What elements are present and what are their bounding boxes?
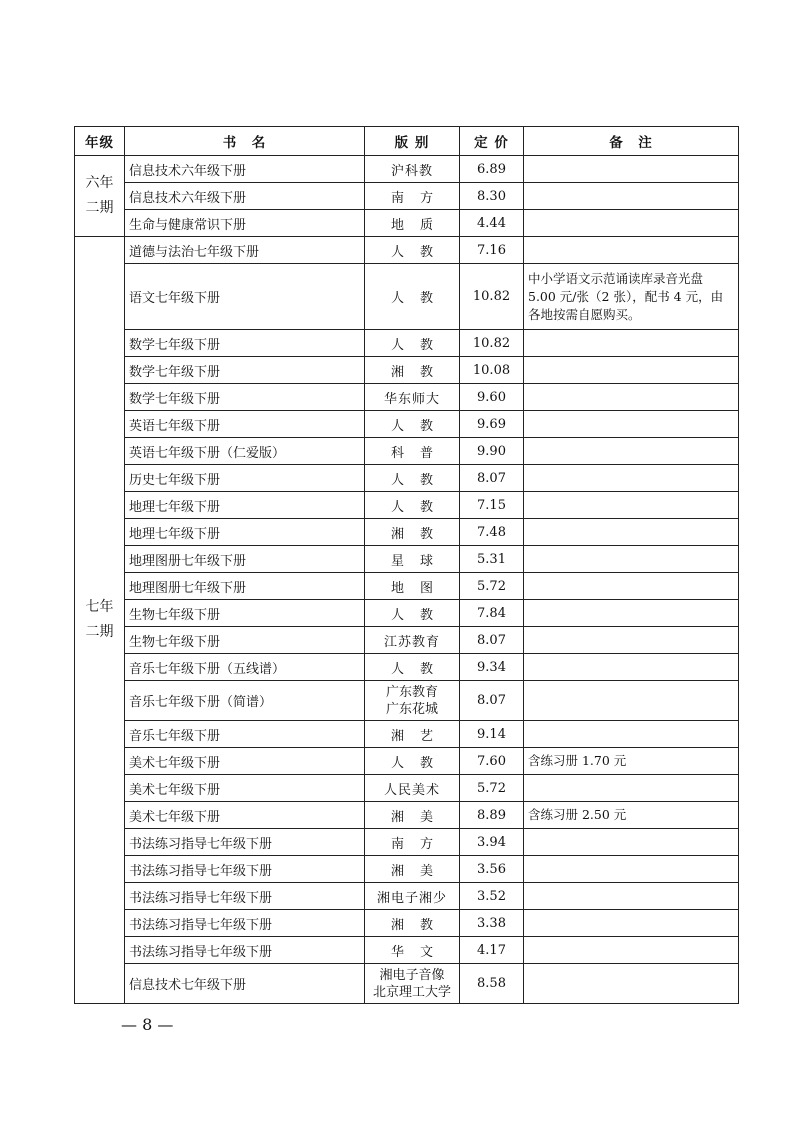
note-cell: [524, 519, 739, 546]
price-cell: 9.69: [460, 411, 524, 438]
title-cell: 数学七年级下册: [125, 357, 365, 384]
publisher-cell: 湘美: [365, 856, 460, 883]
publisher-cell: 华东师大: [365, 384, 460, 411]
table-row: [75, 492, 739, 519]
publisher-cell: 星球: [365, 546, 460, 573]
table-row: [75, 627, 739, 654]
note-cell: 含练习册 1.70 元: [524, 748, 739, 775]
header-publisher: 版 别: [365, 127, 460, 156]
title-cell: 地理七年级下册: [125, 519, 365, 546]
price-cell: 7.84: [460, 600, 524, 627]
publisher-cell: 地图: [365, 573, 460, 600]
publisher-cell: 江苏教育: [365, 627, 460, 654]
note-cell: [524, 492, 739, 519]
table-body: [75, 156, 739, 1004]
table-row: [75, 964, 739, 1004]
title-cell: 历史七年级下册: [125, 465, 365, 492]
table-row: [75, 721, 739, 748]
title-cell: 语文七年级下册: [125, 264, 365, 330]
table-row: [75, 384, 739, 411]
publisher-cell: 人民美术: [365, 775, 460, 802]
table-row: [75, 237, 739, 264]
price-cell: 5.72: [460, 775, 524, 802]
table-row: [75, 937, 739, 964]
table-row: [75, 654, 739, 681]
title-cell: 书法练习指导七年级下册: [125, 829, 365, 856]
price-cell: 8.89: [460, 802, 524, 829]
title-cell: 生物七年级下册: [125, 627, 365, 654]
table-row: [75, 156, 739, 183]
note-cell: 中小学语文示范诵读库录音光盘 5.00 元/张（2 张），配书 4 元，由各地按需自愿购买。: [524, 264, 739, 330]
price-cell: 7.48: [460, 519, 524, 546]
table-header-row: [75, 127, 739, 156]
note-cell: [524, 627, 739, 654]
table-row: [75, 519, 739, 546]
price-cell: 9.34: [460, 654, 524, 681]
title-cell: 书法练习指导七年级下册: [125, 883, 365, 910]
note-cell: [524, 964, 739, 1004]
note-cell: [524, 681, 739, 721]
title-cell: 道德与法治七年级下册: [125, 237, 365, 264]
note-cell: [524, 654, 739, 681]
note-cell: [524, 465, 739, 492]
title-cell: 音乐七年级下册（简谱）: [125, 681, 365, 721]
price-cell: 8.07: [460, 681, 524, 721]
publisher-cell: 南方: [365, 829, 460, 856]
price-cell: 4.17: [460, 937, 524, 964]
price-cell: 8.07: [460, 627, 524, 654]
table-row: [75, 883, 739, 910]
table-row: [75, 748, 739, 775]
price-cell: 6.89: [460, 156, 524, 183]
publisher-cell: 人教: [365, 264, 460, 330]
title-cell: 英语七年级下册（仁爱版）: [125, 438, 365, 465]
table-row: [75, 438, 739, 465]
title-cell: 信息技术六年级下册: [125, 183, 365, 210]
price-cell: 3.94: [460, 829, 524, 856]
price-cell: 5.72: [460, 573, 524, 600]
table-row: [75, 210, 739, 237]
publisher-cell: 人教: [365, 237, 460, 264]
table-row: [75, 330, 739, 357]
note-cell: [524, 384, 739, 411]
price-cell: 9.90: [460, 438, 524, 465]
price-cell: 8.07: [460, 465, 524, 492]
publisher-cell: 沪科教: [365, 156, 460, 183]
title-cell: 音乐七年级下册（五线谱）: [125, 654, 365, 681]
page-number: — 8 —: [121, 1015, 174, 1034]
title-cell: 音乐七年级下册: [125, 721, 365, 748]
publisher-cell: 湘教: [365, 910, 460, 937]
title-cell: 书法练习指导七年级下册: [125, 910, 365, 937]
note-cell: [524, 883, 739, 910]
price-cell: 7.15: [460, 492, 524, 519]
publisher-cell: 湘电子音像 北京理工大学: [365, 964, 460, 1004]
title-cell: 数学七年级下册: [125, 330, 365, 357]
grade-cell: 六年二期: [75, 156, 125, 237]
note-cell: [524, 183, 739, 210]
title-cell: 地理图册七年级下册: [125, 573, 365, 600]
header-price: 定 价: [460, 127, 524, 156]
title-cell: 信息技术七年级下册: [125, 964, 365, 1004]
table-row: [75, 910, 739, 937]
note-cell: [524, 937, 739, 964]
price-cell: 9.60: [460, 384, 524, 411]
note-cell: [524, 156, 739, 183]
table-row: [75, 465, 739, 492]
publisher-cell: 湘电子湘少: [365, 883, 460, 910]
note-cell: [524, 210, 739, 237]
note-cell: [524, 910, 739, 937]
title-cell: 美术七年级下册: [125, 802, 365, 829]
title-cell: 书法练习指导七年级下册: [125, 856, 365, 883]
table-row: [75, 183, 739, 210]
title-cell: 信息技术六年级下册: [125, 156, 365, 183]
note-cell: [524, 829, 739, 856]
publisher-cell: 湘艺: [365, 721, 460, 748]
publisher-cell: 人教: [365, 465, 460, 492]
price-cell: 8.58: [460, 964, 524, 1004]
table-row: [75, 264, 739, 330]
title-cell: 美术七年级下册: [125, 775, 365, 802]
note-cell: [524, 573, 739, 600]
note-cell: [524, 600, 739, 627]
table-row: [75, 546, 739, 573]
note-cell: [524, 237, 739, 264]
note-cell: 含练习册 2.50 元: [524, 802, 739, 829]
title-cell: 地理七年级下册: [125, 492, 365, 519]
price-cell: 10.08: [460, 357, 524, 384]
title-cell: 书法练习指导七年级下册: [125, 937, 365, 964]
publisher-cell: 人教: [365, 411, 460, 438]
publisher-cell: 科普: [365, 438, 460, 465]
price-cell: 3.38: [460, 910, 524, 937]
price-cell: 9.14: [460, 721, 524, 748]
price-cell: 3.56: [460, 856, 524, 883]
publisher-cell: 人教: [365, 600, 460, 627]
publisher-cell: 人教: [365, 492, 460, 519]
price-cell: 10.82: [460, 330, 524, 357]
title-cell: 生命与健康常识下册: [125, 210, 365, 237]
title-cell: 生物七年级下册: [125, 600, 365, 627]
price-cell: 5.31: [460, 546, 524, 573]
note-cell: [524, 721, 739, 748]
grade-cell: 七年二期: [75, 237, 125, 1004]
title-cell: 数学七年级下册: [125, 384, 365, 411]
note-cell: [524, 330, 739, 357]
note-cell: [524, 357, 739, 384]
title-cell: 美术七年级下册: [125, 748, 365, 775]
table-row: [75, 600, 739, 627]
price-cell: 10.82: [460, 264, 524, 330]
publisher-cell: 华文: [365, 937, 460, 964]
table-row: [75, 829, 739, 856]
price-cell: 8.30: [460, 183, 524, 210]
price-cell: 7.16: [460, 237, 524, 264]
price-cell: 3.52: [460, 883, 524, 910]
price-cell: 4.44: [460, 210, 524, 237]
note-cell: [524, 438, 739, 465]
note-cell: [524, 411, 739, 438]
publisher-cell: 地质: [365, 210, 460, 237]
note-cell: [524, 546, 739, 573]
table-row: [75, 681, 739, 721]
note-cell: [524, 856, 739, 883]
publisher-cell: 湘教: [365, 519, 460, 546]
title-cell: 英语七年级下册: [125, 411, 365, 438]
table-row: [75, 802, 739, 829]
publisher-cell: 广东教育 广东花城: [365, 681, 460, 721]
publisher-cell: 人教: [365, 748, 460, 775]
publisher-cell: 人教: [365, 654, 460, 681]
publisher-cell: 南方: [365, 183, 460, 210]
header-title: 书 名: [125, 127, 365, 156]
textbook-price-table: [74, 126, 739, 1004]
title-cell: 地理图册七年级下册: [125, 546, 365, 573]
note-cell: [524, 775, 739, 802]
publisher-cell: 湘美: [365, 802, 460, 829]
table-row: [75, 573, 739, 600]
publisher-cell: 湘教: [365, 357, 460, 384]
price-cell: 7.60: [460, 748, 524, 775]
table-row: [75, 411, 739, 438]
table-row: [75, 856, 739, 883]
table-row: [75, 357, 739, 384]
table-row: [75, 775, 739, 802]
header-note: 备 注: [524, 127, 739, 156]
header-grade: 年级: [75, 127, 125, 156]
publisher-cell: 人教: [365, 330, 460, 357]
